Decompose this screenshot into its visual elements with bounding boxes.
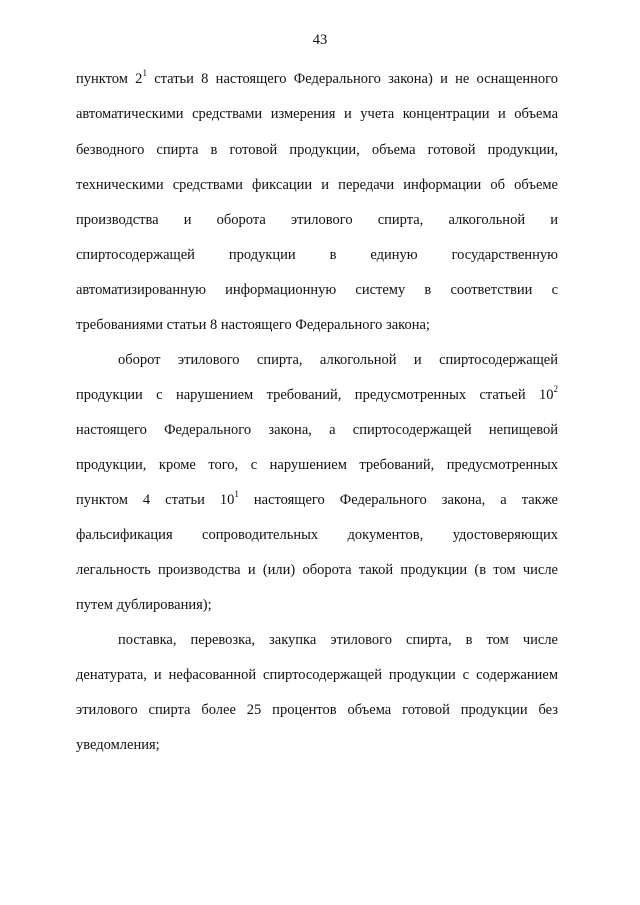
text-line: этилового спирта более 25 процентов объема готовой продукции без: [76, 702, 558, 718]
text-line: денатурата, и нефасованной спиртосодержащей продукции с содержанием: [76, 667, 558, 683]
text-line: автоматизированную информационную систему в соответствии с: [76, 282, 558, 298]
text-line: пунктом $2^1$ статьи 8 настоящего Федерального закона) и не оснащенного: [76, 68, 559, 87]
text-line: уведомления;: [76, 737, 160, 753]
text-line: фальсификация сопроводительных документов, удостоверяющих: [76, 527, 558, 543]
text-line: оборот этилового спирта, алкогольной и спиртосодержащей: [118, 352, 558, 368]
text-line: пунктом 4 статьи $10^1$ настоящего Федерального закона, а также: [76, 489, 558, 508]
text-line: продукции с нарушением требований, предусмотренных статьей $10^2$: [76, 384, 558, 403]
text-line: легальность производства и (или) оборота такой продукции (в том числе: [76, 562, 558, 578]
text-line: автоматическими средствами измерения и учета концентрации и объема: [76, 106, 558, 122]
page-number: 43: [312, 32, 328, 48]
text-line: техническими средствами фиксации и передачи информации об объеме: [76, 177, 558, 193]
text-line: безводного спирта в готовой продукции, объема готовой продукции,: [76, 142, 558, 158]
text-line: путем дублирования);: [76, 597, 212, 613]
text-line: настоящего Федерального закона, а спиртосодержащей непищевой: [76, 422, 558, 438]
text-line: производства и оборота этилового спирта, алкогольной и: [76, 212, 558, 228]
text-line: продукции, кроме того, с нарушением требований, предусмотренных: [76, 457, 558, 473]
text-line: требованиями статьи 8 настоящего Федерального закона;: [76, 317, 430, 333]
text-line: поставка, перевозка, закупка этилового спирта, в том числе: [118, 632, 558, 648]
text-line: спиртосодержащей продукции в единую государственную: [76, 247, 558, 263]
